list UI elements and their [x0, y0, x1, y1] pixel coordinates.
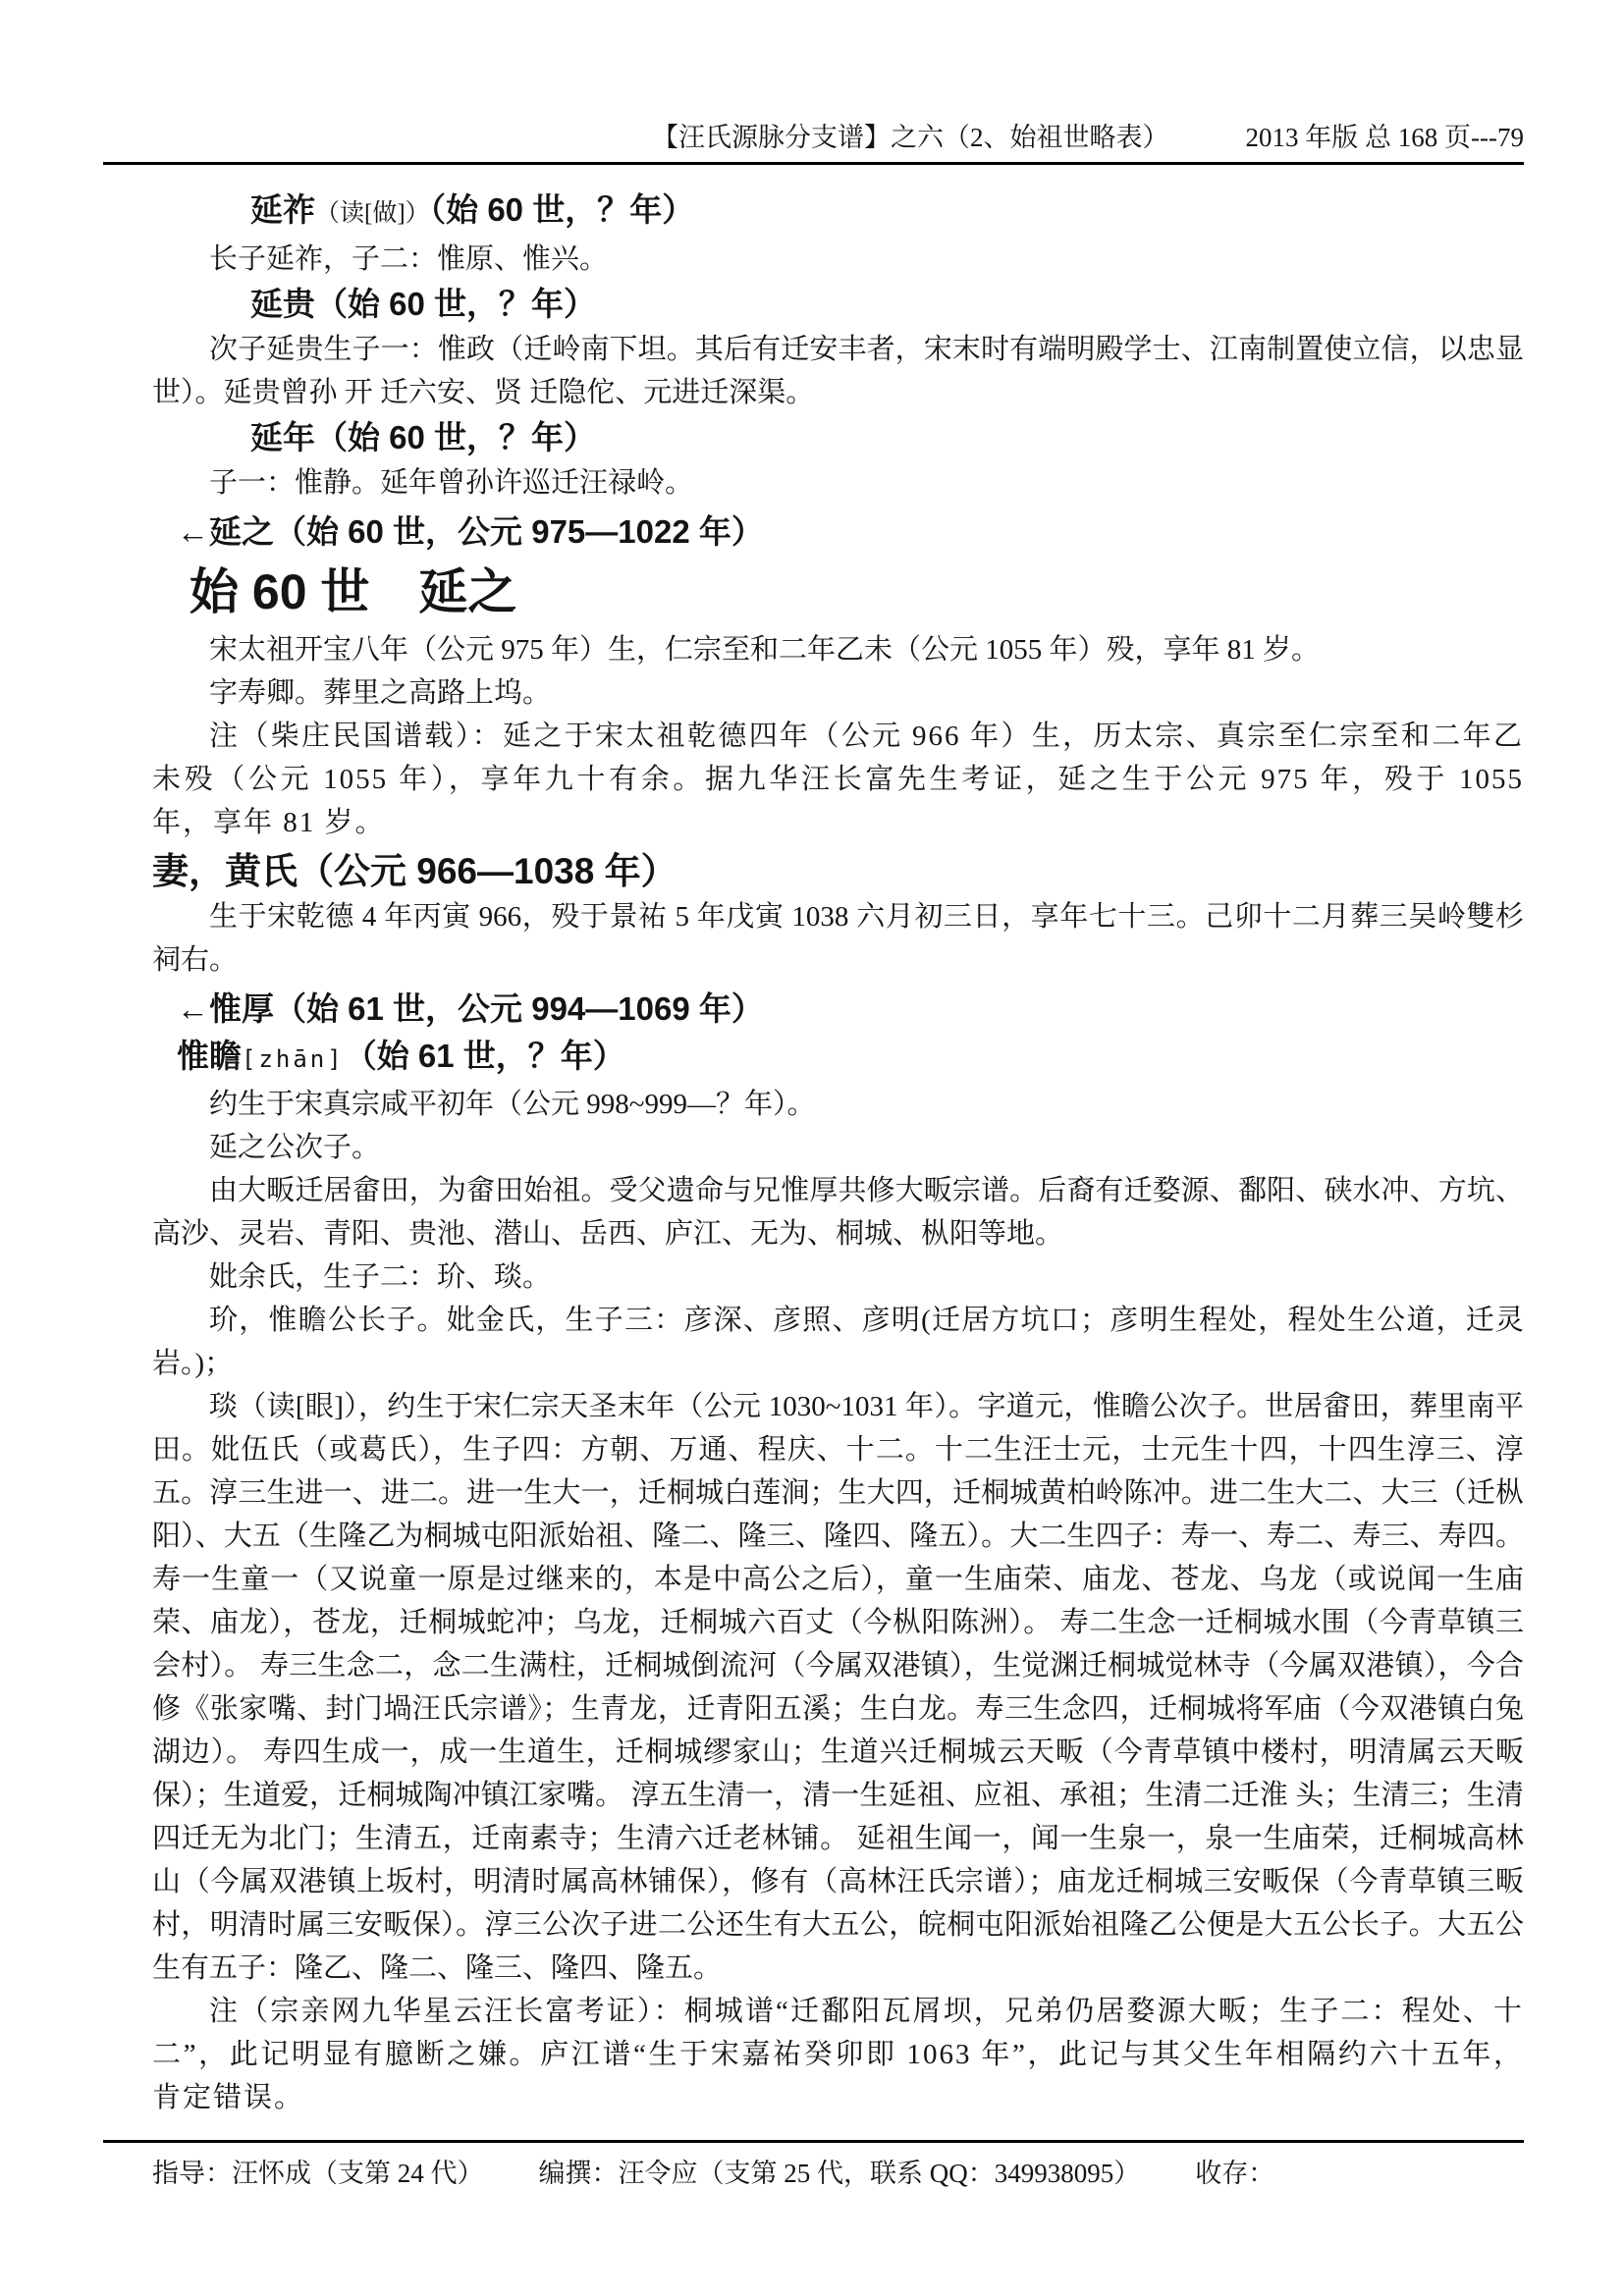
heading-weizhan-name: 惟瞻: [177, 1038, 242, 1074]
heading-yannian-years: （始 60 世，？年）: [315, 419, 597, 455]
heading-yangui-name: 延贵: [250, 286, 315, 322]
header-page-info: 2013 年版 总 168 页---79: [1245, 123, 1524, 152]
paragraph-yanzuo: 长子延祚，子二：惟原、惟兴。: [209, 243, 609, 275]
paragraph-note-kaozheng: 注（宗亲网九华星云汪长富考证）：桐城谱“迁鄱阳瓦屑坝，兄弟仍居婺源大畈；生子二：程处、十二”，此记明显有臆断之嫌。庐江谱“生于宋嘉祐癸卯即 1063 年”，此记与其父生年相隔约六十五年，肯定错误。: [152, 1996, 1524, 2113]
paragraph-jie: 玠，惟瞻公长子。妣金氏，生子三：彦深、彦照、彦明(迁居方坑口；彦明生程处，程处生公道，迁灵岩。)；: [152, 1305, 1524, 1379]
paragraph-weizhan-order: 延之公次子。: [209, 1132, 381, 1163]
heading-yanzuo-reading: （读[做]）: [315, 200, 430, 227]
paragraph-yangui: 次子延贵生子一：惟政（迁岭南下坦。其后有迁安丰者，宋末时有端明殿学士、江南制置使立信，以忠显世）。延贵曾孙 开 迁六安、贤 迁隐佗、元进迁深渠。: [152, 334, 1524, 408]
paragraph-weizhan-sons: 妣余氏，生子二：玠、琰。: [209, 1261, 552, 1293]
page-header: [103, 122, 1524, 153]
page-title: 始 60 世 延之: [189, 564, 517, 619]
heading-yanzuo-years: （始 60 世，？年）: [429, 191, 695, 228]
heading-weihou-name: 惟厚: [209, 990, 274, 1027]
heading-yanzuo: [152, 190, 1524, 234]
heading-weizhan: [152, 1037, 1524, 1079]
footer-keeper: 收存：: [1195, 2159, 1275, 2188]
heading-yanzhi-years: （始 60 世，公元 975—1022 年）: [274, 513, 764, 550]
heading-yanzuo-name: 延祚: [250, 191, 315, 228]
paragraph-yannian: 子一：惟静。延年曾孙许巡迁汪禄岭。: [209, 467, 694, 499]
header-rule: [103, 162, 1524, 165]
left-arrow-icon: ←: [177, 990, 209, 1027]
heading-yangui-years: （始 60 世，？年）: [315, 286, 597, 322]
paragraph-note-chaizhuang: 注（柴庄民国谱载）：延之于宋太祖乾德四年（公元 966 年）生，历太宗、真宗至仁宗至和二年乙未殁（公元 1055 年），享年九十有余。据九华汪长富先生考证，延之生于公元 975 年，殁于 1055 年，享年 81 岁。: [152, 721, 1524, 838]
page-footer: [103, 2140, 1524, 2190]
paragraph-weizhan-migration: 由大畈迁居畲田，为畲田始祖。受父遗命与兄惟厚共修大畈宗谱。后裔有迁婺源、鄱阳、硖水冲、方坑、高沙、灵岩、青阳、贵池、潜山、岳西、庐江、无为、桐城、枞阳等地。: [152, 1175, 1524, 1250]
footer-guide: 指导：汪怀成（支第 24 代）: [152, 2159, 484, 2188]
heading-yangui: [152, 285, 1524, 324]
heading-weizhan-years: （始 61 世，？年）: [344, 1038, 625, 1074]
paragraph-weizhan-birth: 约生于宋真宗咸平初年（公元 998~999—？年）。: [209, 1089, 816, 1120]
paragraph-style-name: 字寿卿。葬里之高路上坞。: [209, 677, 552, 709]
left-arrow-icon: ←: [177, 513, 209, 550]
footer-credits: [103, 2157, 1524, 2190]
footer-rule: [103, 2140, 1524, 2143]
header-title: 【汪氏源脉分支谱】之六（2、始祖世略表）: [652, 123, 1169, 152]
heading-weihou-years: （始 61 世，公元 994—1069 年）: [274, 990, 764, 1027]
footer-editor: 编撰：汪令应（支第 25 代，联系 QQ：349938095）: [538, 2159, 1141, 2188]
heading-wife: 妻，黄氏（公元 966—1038 年）: [152, 851, 677, 891]
paragraph-birth: 宋太祖开宝八年（公元 975 年）生，仁宗至和二年乙未（公元 1055 年）殁，享年 81 岁。: [209, 634, 1321, 666]
heading-yanzhi-ref: [152, 512, 1524, 552]
document-content: [152, 190, 1524, 2119]
heading-yanzhi-name: 延之: [209, 513, 274, 550]
paragraph-wife: 生于宋乾德 4 年丙寅 966，殁于景祐 5 年戊寅 1038 六月初三日，享年七十三。己卯十二月葬三吴岭雙杉祠右。: [152, 901, 1524, 976]
paragraph-yan-lineage: 琰（读[眼]），约生于宋仁宗天圣末年（公元 1030~1031 年）。字道元，惟瞻公次子。世居畲田，葬里南平田。妣伍氏（或葛氏），生子四：方朝、万通、程庆、十二。十二生汪士元，士元生十四，十四生淳三、淳五。淳三生进一、进二。进一生大一，迁桐城白莲涧；生大四，迁桐城黄柏岭陈冲。进二生大二、大三（迁枞阳）、大五（生隆乙为桐城屯阳派始祖、隆二、隆三、隆四、隆五）。大二生四子：寿一、寿二、寿三、寿四。寿一生童一（又说童一原是过继来的，本是中高公之后），童一生庙荣、庙龙、苍龙、乌龙（或说闻一生庙荣、庙龙），苍龙，迁桐城蛇冲；乌龙，迁桐城六百丈（今枞阳陈洲）。 寿二生念一迁桐城水围（今青草镇三会村）。 寿三生念二，念二生满柱，迁桐城倒流河（今属双港镇），生觉渊迁桐城觉林寺（今属双港镇），今合修《张家嘴、封门堝汪氏宗谱》；生青龙，迁青阳五溪；生白龙。寿三生念四，迁桐城将军庙（今双港镇白兔湖边）。 寿四生成一，成一生道生，迁桐城缪家山；生道兴迁桐城云天畈（今青草镇中楼村，明清属云天畈保）；生道爱，迁桐城陶冲镇江家嘴。 淳五生清一，清一生延祖、应祖、承祖；生清二迁淮 头；生清三；生清四迁无为北门；生清五，迁南素寺；生清六迁老林铺。 延祖生闻一，闻一生泉一，泉一生庙荣，迁桐城高林山（今属双港镇上坂村，明清时属高林铺保），修有（高林汪氏宗谱）；庙龙迁桐城三安畈保（今青草镇三畈村，明清时属三安畈保）。淳三公次子进二公还生有大五公，皖桐屯阳派始祖隆乙公便是大五公长子。大五公生有五子：隆乙、隆二、隆三、隆四、隆五。: [152, 1391, 1524, 1984]
heading-yannian-name: 延年: [250, 419, 315, 455]
heading-weizhan-pinyin: [zhān]: [242, 1045, 345, 1073]
heading-weihou-ref: [152, 989, 1524, 1029]
heading-yannian: [152, 418, 1524, 457]
